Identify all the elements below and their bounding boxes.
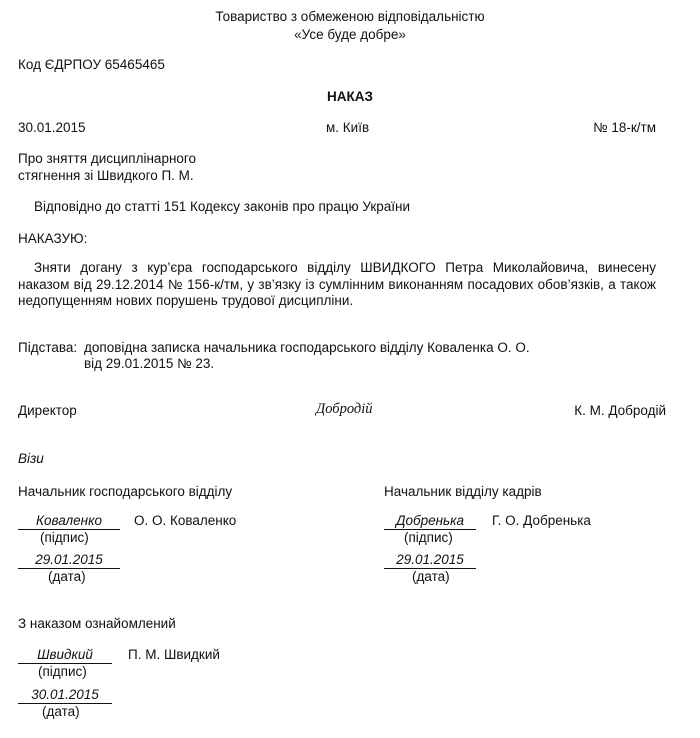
- acquainted-label: З наказом ознайомлений: [18, 616, 176, 631]
- visa-right-signature-line: [384, 514, 476, 530]
- acquainted-signature-caption: (підпис): [38, 664, 87, 679]
- visa-left-date-line: [18, 553, 120, 569]
- order-body: Зняти догану з кур’єра господарського відділу ШВИДКОГО Петра Миколайовича, винесену наказом від 29.12.2014 № 156-к/тм, у зв’язку із сумлінним виконанням посадових обов’язків, а також недопущенням нових порушень трудової дисципліни.: [18, 260, 656, 308]
- acquainted-signature-line: [18, 648, 112, 664]
- legal-basis: Відповідно до статті 151 Кодексу законів про працю України: [34, 199, 411, 214]
- visa-right-name: Г. О. Добренька: [492, 513, 591, 528]
- visa-right-signature-caption: (підпис): [404, 530, 453, 545]
- order-date: 30.01.2015: [18, 120, 86, 135]
- visas-label: Візи: [18, 451, 44, 466]
- visa-right-position: Начальник відділу кадрів: [384, 484, 542, 499]
- subject-line-2: стягнення зі Швидкого П. М.: [18, 168, 194, 183]
- order-heading: НАКАЗУЮ:: [18, 231, 88, 246]
- director-signature: Добродій: [316, 401, 373, 417]
- visa-left-position: Начальник господарського відділу: [18, 484, 233, 499]
- director-position: Директор: [18, 403, 77, 418]
- subject-line-1: Про зняття дисциплінарного: [18, 151, 197, 166]
- director-name: К. М. Добродій: [574, 403, 666, 418]
- acquainted-date-line: [18, 688, 112, 704]
- order-number: № 18-к/тм: [593, 120, 656, 135]
- visa-left-signature-line: [18, 514, 120, 530]
- order-city: м. Київ: [326, 120, 370, 135]
- acquainted-name: П. М. Швидкий: [128, 647, 220, 662]
- document-title: НАКАЗ: [327, 89, 373, 104]
- grounds-line-1: доповідна записка начальника господарського відділу Коваленка О. О.: [84, 340, 530, 355]
- acquainted-date-caption: (дата): [42, 704, 80, 719]
- visa-left-date-caption: (дата): [48, 569, 86, 584]
- acquainted-date: 30.01.2015: [18, 688, 112, 704]
- visa-right-signature: Добренька: [384, 514, 476, 530]
- grounds-label: Підстава:: [18, 340, 78, 355]
- visa-left-date: 29.01.2015: [18, 553, 120, 569]
- edrpou-code: Код ЄДРПОУ 65465465: [18, 57, 165, 72]
- organization-quoted-name: «Усе буде добре»: [294, 27, 406, 42]
- visa-left-signature-caption: (підпис): [40, 530, 89, 545]
- organization-name: Товариство з обмеженою відповідальністю: [215, 9, 485, 24]
- visa-right-date-line: [384, 553, 476, 569]
- visa-right-date-caption: (дата): [412, 569, 450, 584]
- grounds-line-2: від 29.01.2015 № 23.: [84, 356, 215, 371]
- visa-right-date: 29.01.2015: [384, 553, 476, 569]
- acquainted-signature: Швидкий: [18, 648, 112, 664]
- visa-left-signature: Коваленко: [18, 514, 120, 530]
- visa-left-name: О. О. Коваленко: [134, 513, 237, 528]
